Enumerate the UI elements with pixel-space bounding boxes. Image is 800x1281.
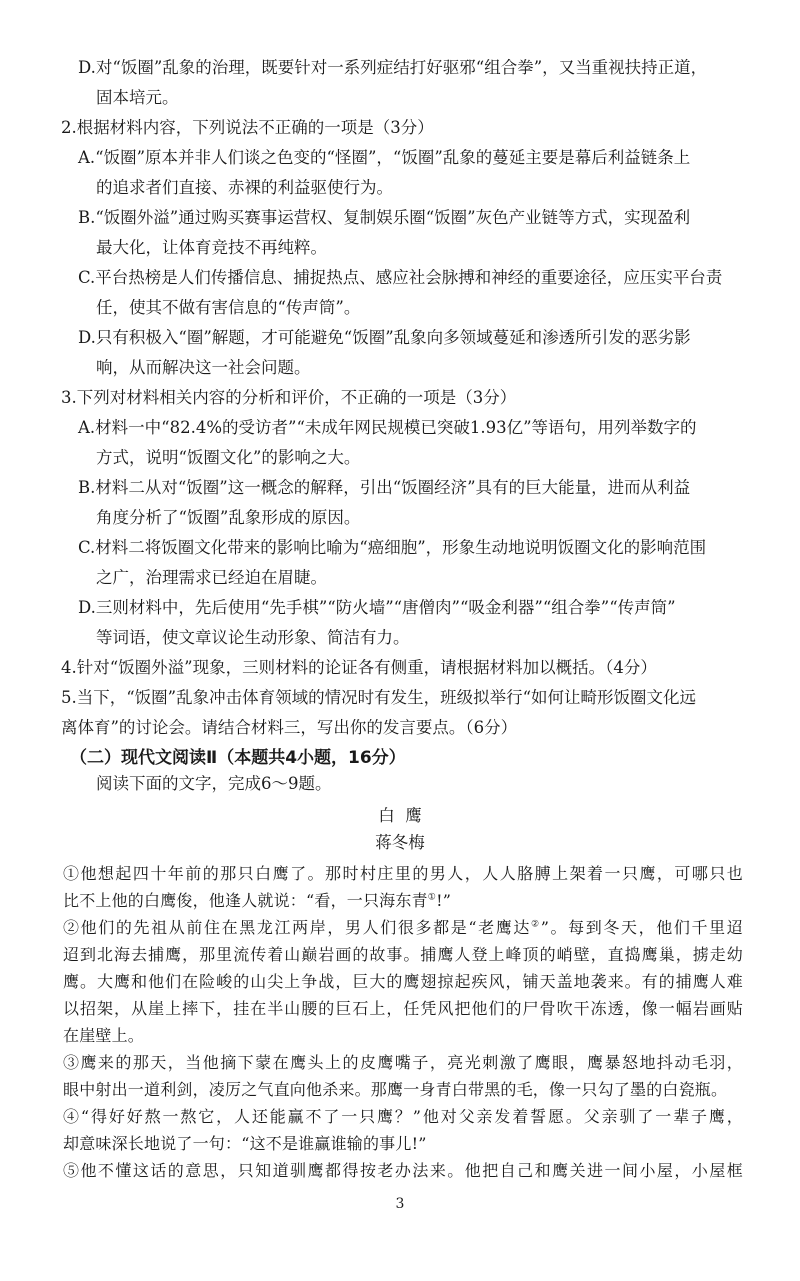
story-p3-line2: 眼中射出一道利剑，凌厉之气直向他杀来。那鹰一身青白带黑的毛，像一只勾了墨的白瓷瓶。 <box>63 1080 728 1099</box>
q5-stem-line1: 5.当下，“饭圈”乱象冲击体育领域的情况时有发生，班级拟举行“如何让畸形饭圈文化远 <box>61 688 697 707</box>
q3-option-c-line1: C.材料二将饭圈文化带来的影响比喻为“癌细胞”，形象生动地说明饭圈文化的影响范围 <box>78 538 707 557</box>
story-title: 白 鹰 <box>378 806 422 825</box>
q2-option-a-line2: 的追求者们直接、赤裸的利益驱使行为。 <box>96 178 393 197</box>
story-p5-line1: ⑤他不懂这话的意思，只知道驯鹰都得按老办法来。他把自己和鹰关进一间小屋，小屋框 <box>63 1161 743 1180</box>
q2-option-d-line1: D.只有积极入“圈”解题，才可能避免“饭圈”乱象向多领域蔓延和渗透所引发的恶劣影 <box>78 328 691 347</box>
q1-option-d-line1: D.对“饭圈”乱象的治理，既要针对一系列症结打好驱邪“组合拳”，又当重视扶持正道， <box>78 58 708 77</box>
footnote-marker-2: ② <box>531 919 541 930</box>
footnote-marker-1: ① <box>427 892 437 903</box>
q5-stem-line2: 离体育”的讨论会。请结合材料三，写出你的发言要点。（6分） <box>61 718 518 737</box>
q3-option-a-line1: A.材料一中“82.4%的受访者”“未成年网民规模已突破1.93亿”等语句，用列举数字的 <box>78 418 697 437</box>
section-heading: （二）现代文阅读Ⅱ（本题共4小题，16分） <box>70 748 406 768</box>
q3-option-d-line2: 等词语，使文章议论生动形象、简洁有力。 <box>96 628 410 647</box>
q4-stem: 4.针对“饭圈外溢”现象，三则材料的论证各有侧重，请根据材料加以概括。（4分） <box>61 658 657 677</box>
q2-option-c-line2: 任，使其不做有害信息的“传声筒”。 <box>96 298 361 317</box>
q2-option-b-line1: B.“饭圈外溢”通过购买赛事运营权、复制娱乐圈“饭圈”灰色产业链等方式，实现盈利 <box>78 208 691 227</box>
q3-option-a-line2: 方式，说明“饭圈文化”的影响之大。 <box>96 448 361 467</box>
q3-option-d-line1: D.三则材料中，先后使用“先手棋”“防火墙”“唐僧肉”“吸金利器”“组合拳”“传声筒” <box>78 598 676 617</box>
story-p4-line2: 却意味深长地说了一句：“这不是谁赢谁输的事儿!” <box>63 1134 427 1153</box>
q3-option-c-line2: 之广，治理需求已经迫在眉睫。 <box>96 568 327 587</box>
q3-stem: 3.下列对材料相关内容的分析和评价，不正确的一项是（3分） <box>61 388 517 407</box>
page-number: 3 <box>395 1196 405 1212</box>
q2-option-b-line2: 最大化，让体育竞技不再纯粹。 <box>96 238 327 257</box>
story-p1-line1: ①他想起四十年前的那只白鹰了。那时村庄里的男人，人人胳膊上架着一只鹰，可哪只也 <box>63 864 743 883</box>
story-p2-line5: 在崖壁上。 <box>63 1026 145 1045</box>
story-p2-line3: 鹰。大鹰和他们在险峻的山尖上争战，巨大的鹰翅掠起疾风，铺天盖地袭来。有的捕鹰人难 <box>63 972 743 991</box>
story-p4-line1: ④“得好好熬一熬它，人还能赢不了一只鹰？”他对父亲发着誓愿。父亲驯了一辈子鹰， <box>63 1107 743 1126</box>
story-p2-line2: 迢到北海去捕鹰，那里流传着山巅岩画的故事。捕鹰人登上峰顶的峭壁，直捣鹰巢，掳走幼 <box>63 945 743 964</box>
story-p3-line1: ③鹰来的那天，当他摘下蒙在鹰头上的皮鹰嘴子，亮光刺激了鹰眼，鹰暴怒地抖动毛羽， <box>63 1053 743 1072</box>
reading-instruction: 阅读下面的文字，完成6～9题。 <box>96 774 332 793</box>
story-p2-line1: ②他们的先祖从前住在黑龙江两岸，男人们很多都是“老鹰达②”。每到冬天，他们千里迢 <box>63 918 743 937</box>
q1-option-d-line2: 固本培元。 <box>96 88 179 107</box>
q2-option-d-line2: 响，从而解决这一社会问题。 <box>96 358 311 377</box>
story-p2-line4: 以招架，从崖上摔下，挂在半山腰的巨石上，任凭风把他们的尸骨吹干冻透，像一幅岩画贴 <box>63 999 743 1018</box>
q2-option-c-line1: C.平台热榜是人们传播信息、捕捉热点、感应社会脉搏和神经的重要途径，应压实平台责 <box>78 268 723 287</box>
q2-option-a-line1: A.“饭圈”原本并非人们谈之色变的“怪圈”，“饭圈”乱象的蔓延主要是幕后利益链条上 <box>78 148 691 167</box>
story-p1-line2: 比不上他的白鹰俊，他逢人就说：“看，一只海东青①!” <box>63 891 452 910</box>
q3-option-b-line1: B.材料二从对“饭圈”这一概念的解释，引出“饭圈经济”具有的巨大能量，进而从利益 <box>78 478 691 497</box>
story-author: 蒋冬梅 <box>375 833 425 852</box>
q2-stem: 2.根据材料内容，下列说法不正确的一项是（3分） <box>61 118 434 137</box>
q3-option-b-line2: 角度分析了“饭圈”乱象形成的原因。 <box>96 508 361 527</box>
